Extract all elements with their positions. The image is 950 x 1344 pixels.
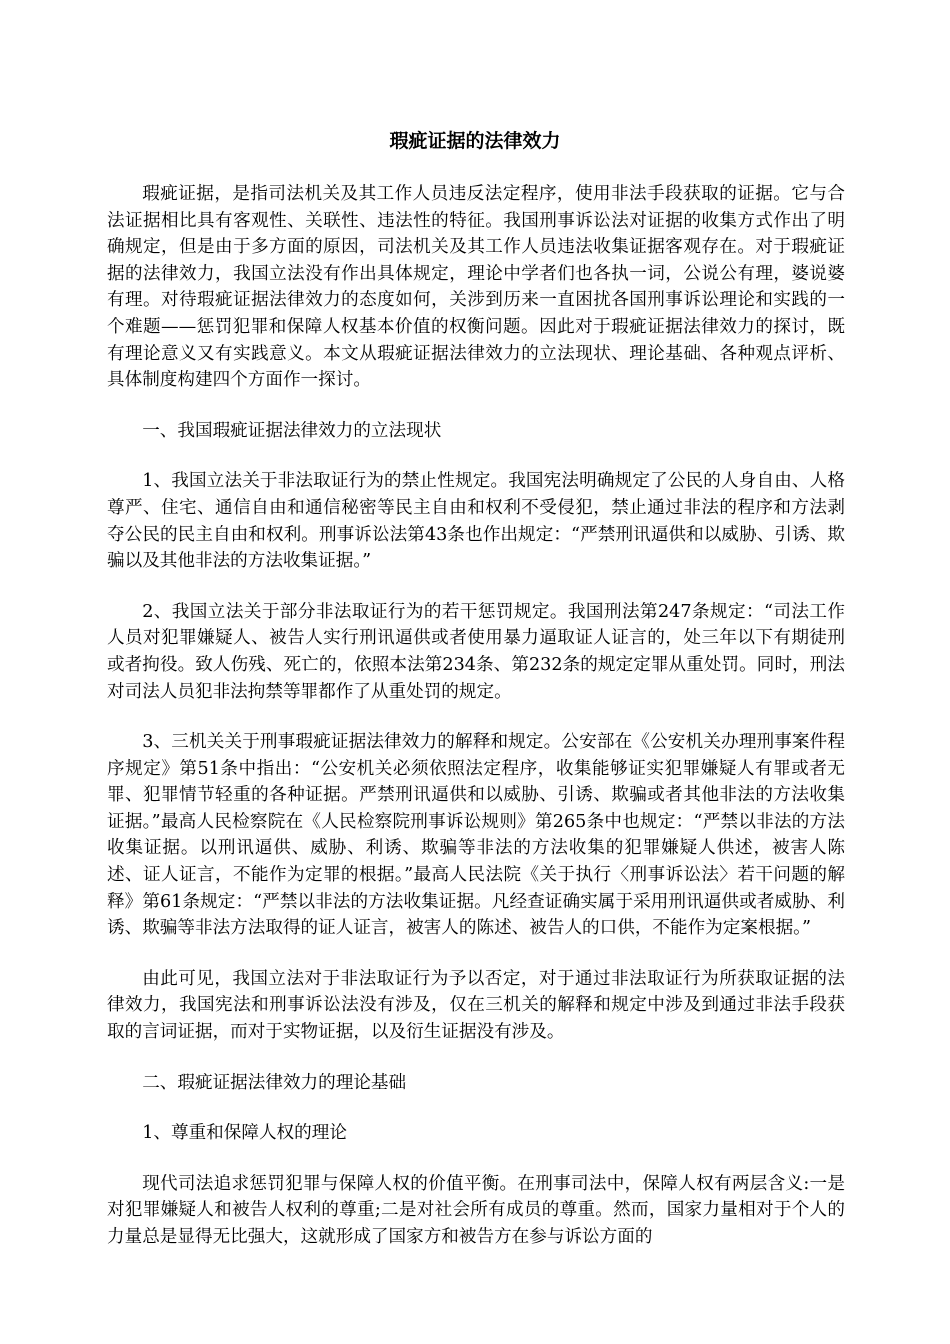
- paragraph-1-2: 2、我国立法关于部分非法取证行为的若干惩罚规定。我国刑法第247条规定：“司法工作人员对犯罪嫌疑人、被告人实行刑讯逼供或者使用暴力逼取证人证言的，处三年以下有期徒刑或者拘役。致人伤残、死亡的，依照本法第234条、第232条的规定定罪从重处罚。同时，刑法对司法人员犯非法拘禁等罪都作了从重处罚的规定。: [107, 601, 845, 702]
- paragraph-2-1: 现代司法追求惩罚犯罪与保障人权的价值平衡。在刑事司法中，保障人权有两层含义:一是对犯罪嫌疑人和被告人权利的尊重;二是对社会所有成员的尊重。然而，国家力量相对于个人的力量总是显得无比强大，这就形成了国家方和被告方在参与诉讼方面的: [107, 1173, 845, 1247]
- section-heading-1: 一、我国瑕疵证据法律效力的立法现状: [142, 420, 442, 441]
- section-heading-2: 二、瑕疵证据法律效力的理论基础: [142, 1072, 407, 1093]
- intro-paragraph: 瑕疵证据，是指司法机关及其工作人员违反法定程序，使用非法手段获取的证据。它与合法证据相比具有客观性、关联性、违法性的特征。我国刑事诉讼法对证据的收集方式作出了明确规定，但是由于多方面的原因，司法机关及其工作人员违法收集证据客观存在。对于瑕疵证据的法律效力，我国立法没有作出具体规定，理论中学者们也各执一词，公说公有理，婆说婆有理。对待瑕疵证据法律效力的态度如何，关涉到历来一直困扰各国刑事诉讼理论和实践的一个难题——惩罚犯罪和保障人权基本价值的权衡问题。因此对于瑕疵证据法律效力的探讨，既有理论意义又有实践意义。本文从瑕疵证据法律效力的立法现状、理论基础、各种观点评析、具体制度构建四个方面作一探讨。: [107, 184, 845, 391]
- document-body: [107, 181, 845, 1275]
- paragraph-1-3: 3、三机关关于刑事瑕疵证据法律效力的解释和规定。公安部在《公安机关办理刑事案件程序规定》第51条中指出：“公安机关必须依照法定程序，收集能够证实犯罪嫌疑人有罪或者无罪、犯罪情节轻重的各种证据。严禁刑讯逼供和以威胁、引诱、欺骗或者其他非法的方法收集证据。”最高人民检察院在《人民检察院刑事诉讼规则》第265条中也规定：“严禁以非法的方法收集证据。以刑讯逼供、威胁、利诱、欺骗等非法的方法收集的犯罪嫌疑人供述，被害人陈述、证人证言，不能作为定罪的根据。”最高人民法院《关于执行〈刑事诉讼法〉若干问题的解释》第61条规定：“严禁以非法的方法收集证据。凡经查证确实属于采用刑讯逼供或者威胁、利诱、欺骗等非法方法取得的证人证言，被害人的陈述、被告人的口供，不能作为定案根据。”: [107, 732, 845, 939]
- summary-paragraph: 由此可见，我国立法对于非法取证行为予以否定，对于通过非法取证行为所获取证据的法律效力，我国宪法和刑事诉讼法没有涉及，仅在三机关的解释和规定中涉及到通过非法手段获取的言词证据，而对于实物证据，以及衍生证据没有涉及。: [107, 968, 845, 1043]
- paragraph-1-1: 1、我国立法关于非法取证行为的禁止性规定。我国宪法明确规定了公民的人身自由、人格尊严、住宅、通信自由和通信秘密等民主自由和权利不受侵犯，禁止通过非法的程序和方法剥夺公民的民主自由和权利。刑事诉讼法第43条也作出规定：“严禁刑讯逼供和以威胁、引诱、欺骗以及其他非法的方法收集证据。”: [107, 471, 845, 572]
- document-title: 瑕疵证据的法律效力: [389, 130, 561, 152]
- subheading-2-1: 1、尊重和保障人权的理论: [142, 1123, 347, 1144]
